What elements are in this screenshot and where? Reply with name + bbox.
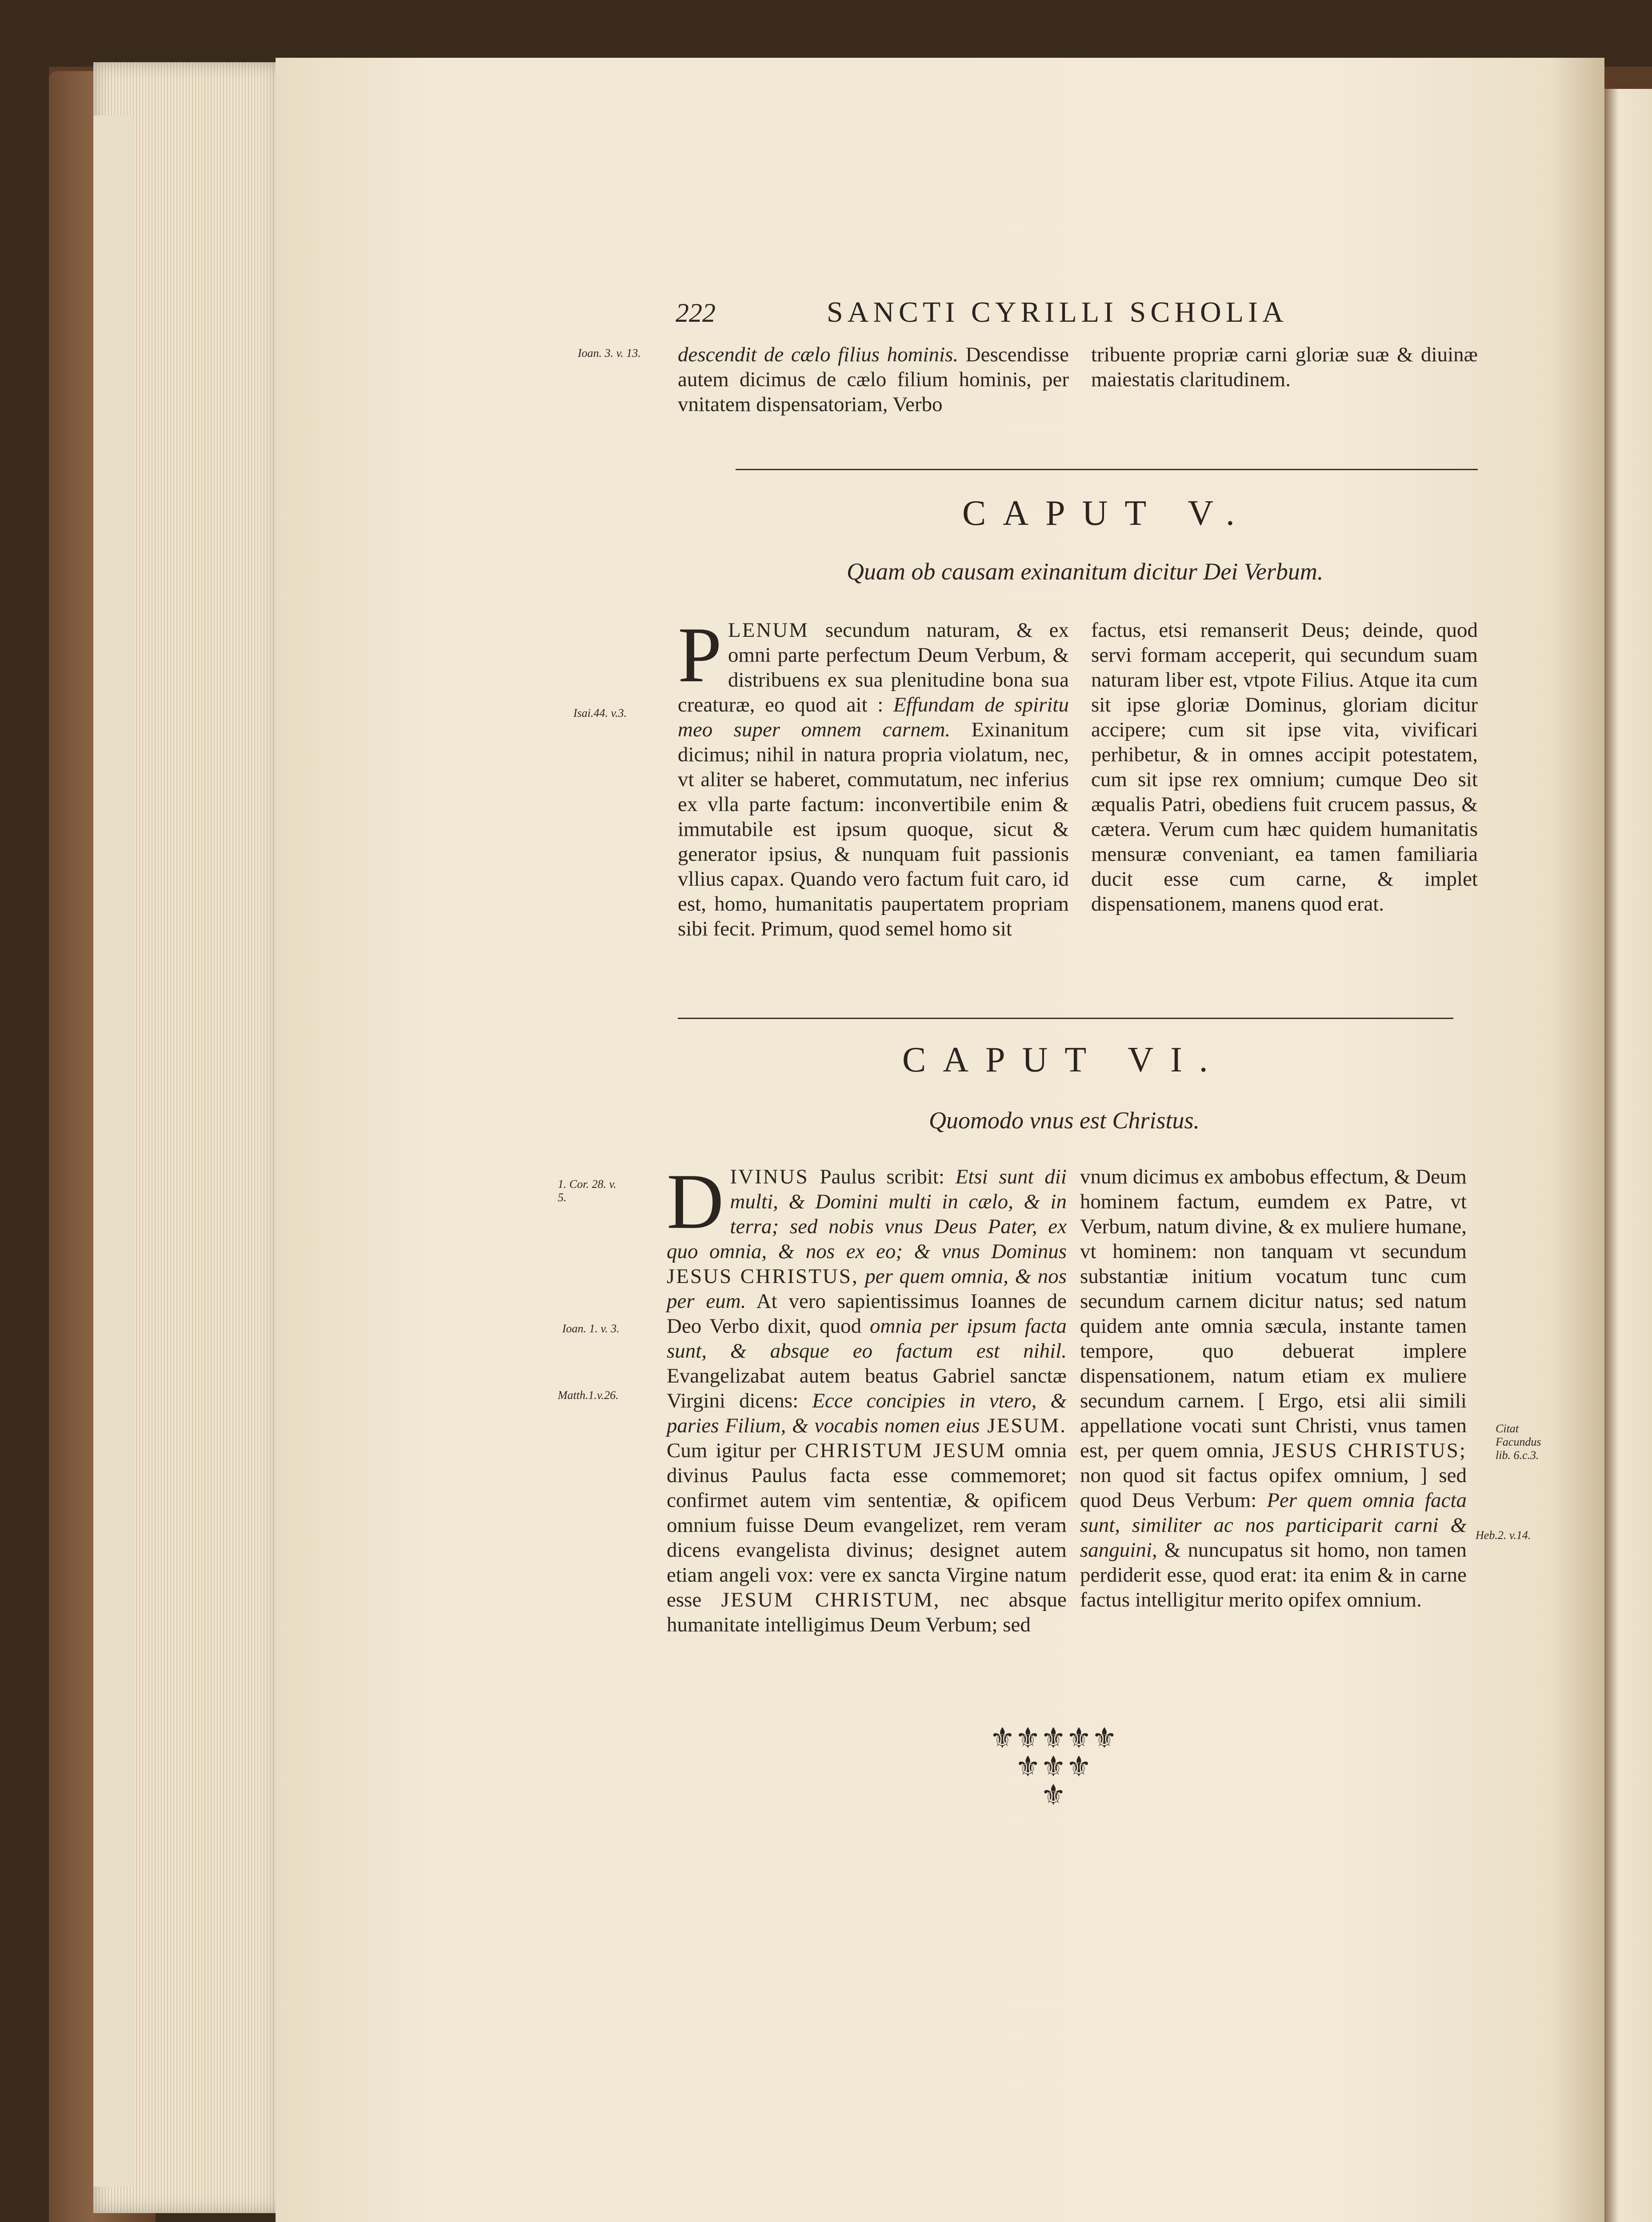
chapter-title: CAPUT V. — [962, 494, 1252, 533]
text-column-left — [678, 611, 1069, 941]
text-column-right — [1080, 1164, 1467, 1612]
margin-reference: 1. Cor. 28. v. 5. — [558, 1178, 616, 1204]
italic-quote: omnia per ipsum facta sunt, & absque eo factum est nihil. — [667, 1315, 1067, 1363]
small-caps-word: LENUM — [728, 619, 809, 642]
small-caps-name: JESUS CHRISTUS, — [667, 1265, 859, 1288]
margin-reference: Heb.2. v.14. — [1476, 1529, 1531, 1542]
paragraph-text: Paulus scribit: — [808, 1165, 956, 1188]
facing-page-edge — [1604, 89, 1652, 2222]
endpaper — [93, 116, 133, 2186]
ornament-row: ⚜ — [1040, 1779, 1066, 1811]
tailpiece-ornament — [960, 1724, 1147, 1810]
paragraph-text: nec absque humanitate intelligimus Deum Verbum; sed — [667, 1588, 1067, 1636]
chapter-subtitle: Quam ob causam exinanitum dicitur Dei Verbum. — [847, 558, 1324, 585]
paragraph-text: Cum igitur per — [667, 1439, 805, 1462]
italic-quote: Effundam de spiritu meo super omnem carnem. — [678, 693, 1069, 741]
margin-reference: Ioan. 3. v. 13. — [578, 347, 641, 360]
paragraph-text: At vero sapientissimus Ioannes de Deo Verbo dixit, quod — [667, 1290, 1067, 1338]
margin-reference: Isai.44. v.3. — [573, 707, 627, 719]
small-caps-name: JESUS CHRISTUS; — [1272, 1439, 1467, 1462]
paragraph-text: omnia divinus Paulus facta esse commemoret; confirmet autem vim sententiæ, & opificem omnium fuisse Deum evangelizet, rem veram dicens evangelista divinus; designet autem etiam angeli vox: vere ex sancta Virgine natum esse — [667, 1439, 1067, 1611]
paragraph-text: vnum dicimus ex ambobus effectum, & Deum hominem factum, eumdem ex Patre, vt Verbum, natum divine, & ex muliere humane, vt hominem: non tanquam vt secundum substantiæ initium vocatum tunc cum secundum carnem dicitur natus; sed natum quidem ante omnia sæcula, instante tamen tempore, quo debuerat implere dispensationem, natum etiam ex muliere secundum carnem. [ Ergo, etsi alii simili appellatione vocati sunt Christi, vnus tamen est, per quem omnia, — [1080, 1165, 1467, 1462]
paragraph-text: non quod sit factus opifex omnium, ] sed quod Deus Verbum: — [1080, 1464, 1467, 1512]
margin-reference: Citat Facundus lib. 6.c.3. — [1496, 1422, 1541, 1462]
text-column-right: tribuente propriæ carni gloriæ suæ & diuinæ maiestatis claritudinem. — [1091, 343, 1478, 391]
small-caps-name: JESUM. — [980, 1414, 1067, 1437]
ornament-row: ⚜⚜⚜⚜⚜ — [989, 1722, 1117, 1754]
divider-rule — [736, 469, 1478, 470]
running-title: SANCTI CYRILLI SCHOLIA — [827, 296, 1288, 328]
italic-quote: Per quem omnia facta sunt, similiter ac nos participarit carni & sanguini, — [1080, 1489, 1467, 1562]
paragraph-text: & nuncupatus sit homo, non tamen perdiderit esse, quod erat: ita enim & in carne factus intelligitur merito opifex omnium. — [1080, 1539, 1467, 1611]
text-column-left — [678, 342, 1069, 417]
italic-quote: per quem omnia, & nos per eum. — [667, 1265, 1067, 1313]
paragraph-text: secundum naturam, & ex omni parte perfectum Deum Verbum, & distribuens ex sua plenitudine bona sua creaturæ, eo quod ait : — [678, 619, 1069, 716]
paragraph-text: Evangelizabat autem beatus Gabriel sanctæ Virgini dicens: — [667, 1364, 1067, 1412]
italic-quote: Ecce concipies in vtero, & paries Filium, & vocabis nomen eius — [667, 1389, 1067, 1437]
chapter-title: CAPUT VI. — [902, 1040, 1225, 1079]
drop-cap: D — [667, 1157, 724, 1245]
small-caps-word: IVINUS — [730, 1165, 809, 1188]
margin-reference: Ioan. 1. v. 3. — [562, 1322, 620, 1335]
small-caps-name: CHRISTUM JESUM — [804, 1439, 1006, 1462]
italic-quote: descendit de cælo filius hominis. — [678, 343, 959, 366]
paragraph-text: Descendisse autem dicimus de cælo filium hominis, per vnitatem dispensatoriam, Verbo — [678, 343, 1069, 416]
italic-quote: Etsi sunt dii multi, & Domini multi in cælo, & in terra; sed nobis vnus Deus Pater, ex quo omnia, & nos ex eo; & vnus Dominus — [667, 1165, 1067, 1263]
ornament-row: ⚜⚜⚜ — [1015, 1751, 1092, 1782]
drop-cap: P — [678, 611, 722, 699]
chapter-subtitle: Quomodo vnus est Christus. — [929, 1107, 1200, 1134]
page-number: 222 — [676, 298, 716, 328]
text-column-left — [667, 1157, 1067, 1637]
text-column-right: factus, etsi remanserit Deus; deinde, quod servi formam acceperit, qui secundum suam naturam liber est, vtpote Filius. Atque ita cum sit ipse gloriæ Dominus, gloriam dicitur accipere; cum sit ipse vita, vivificari perhibetur, & in omnes accipit potestatem, cum sit ipse rex omnium; cumque Deo sit æqualis Patri, obediens fuit crucem passus, & cætera. Verum cum hæc quidem humanitatis mensuræ conveniant, ea tamen familiaria ducit esse cum carne, & implet dispensationem, manens quod erat. — [1091, 619, 1478, 915]
margin-reference: Matth.1.v.26. — [558, 1389, 619, 1402]
paragraph-text: Exinanitum dicimus; nihil in natura propria violatum, nec, vt aliter se haberet, commutatum, nec inferius ex vlla parte factum: inconvertibile enim & immutabile est ipsum quoque, sicut & generator ipsius, & nunquam fuit passionis vllius capax. Quando vero factum fuit caro, id est, homo, humanitatis paupertatem propriam sibi fecit. Primum, quod semel homo sit — [678, 718, 1069, 940]
divider-rule — [678, 1018, 1453, 1019]
small-caps-name: JESUM CHRISTUM, — [721, 1588, 940, 1611]
